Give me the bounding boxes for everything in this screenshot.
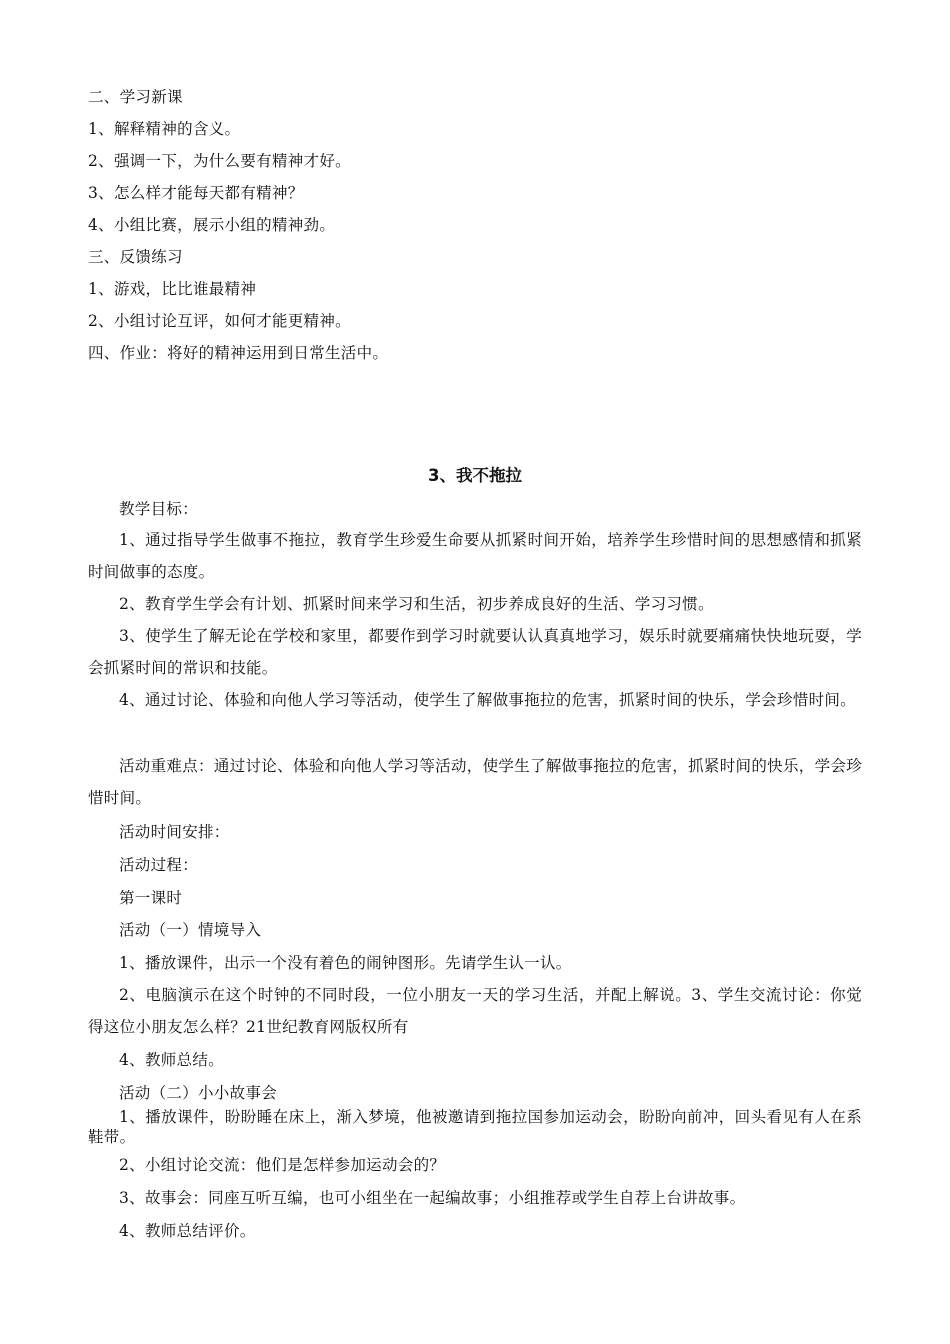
activity-heading: 活动（二）小小故事会 [119,1084,278,1102]
activity-step: 1、播放课件，盼盼睡在床上，渐入梦境，他被邀请到拖拉国参加运动会，盼盼向前冲，回头看见有人在系鞋带。 [88,1108,862,1146]
homework-line: 四、作业：将好的精神运用到日常生活中。 [88,344,389,362]
list-item: 1、解释精神的含义。 [88,120,241,138]
goals-label: 教学目标： [119,500,199,518]
activity-step: 3、故事会：同座互听互编，也可小组坐在一起编故事；小组推荐或学生自荐上台讲故事。 [119,1189,746,1207]
activity-step: 2、电脑演示在这个时钟的不同时段，一位小朋友一天的学习生活，并配上解说。3、学生交流讨论：你觉得这位小朋友怎么样？21世纪教育网版权所有 [88,986,862,1036]
process-label: 活动过程： [119,856,199,874]
activity-heading: 活动（一）情境导入 [119,921,262,939]
list-item: 2、小组讨论互评，如何才能更精神。 [88,312,351,330]
goal-paragraph: 2、教育学生学会有计划、抓紧时间来学习和生活，初步养成良好的生活、学习习惯。 [119,595,714,613]
activity-step: 4、教师总结。 [119,1051,224,1069]
list-item: 4、小组比赛，展示小组的精神劲。 [88,216,336,234]
period-label: 第一课时 [119,889,183,907]
goal-paragraph: 3、使学生了解无论在学校和家里，都要作到学习时就要认认真真地学习，娱乐时就要痛痛快快地玩耍，学会抓紧时间的常识和技能。 [88,627,862,677]
lesson-title: 3、我不拖拉 [428,466,522,485]
list-item: 3、怎么样才能每天都有精神？ [88,184,304,202]
goal-paragraph: 1、通过指导学生做事不拖拉，教育学生珍爱生命要从抓紧时间开始，培养学生珍惜时间的思想感情和抓紧时间做事的态度。 [88,531,862,581]
activity-step: 2、小组讨论交流：他们是怎样参加运动会的？ [119,1156,446,1174]
schedule-label: 活动时间安排： [119,823,230,841]
activity-step: 4、教师总结评价。 [119,1222,256,1240]
list-item: 2、强调一下，为什么要有精神才好。 [88,152,351,170]
key-points-paragraph: 活动重难点：通过讨论、体验和向他人学习等活动，使学生了解做事拖拉的危害，抓紧时间的快乐，学会珍惜时间。 [88,757,862,807]
heading-feedback: 三、反馈练习 [88,248,183,266]
goal-paragraph: 4、通过讨论、体验和向他人学习等活动，使学生了解做事拖拉的危害，抓紧时间的快乐，学会珍惜时间。 [119,691,856,709]
activity-step: 1、播放课件，出示一个没有着色的闹钟图形。先请学生认一认。 [119,954,572,972]
heading-learn-new: 二、学习新课 [88,88,183,106]
list-item: 1、游戏，比比谁最精神 [88,280,257,298]
